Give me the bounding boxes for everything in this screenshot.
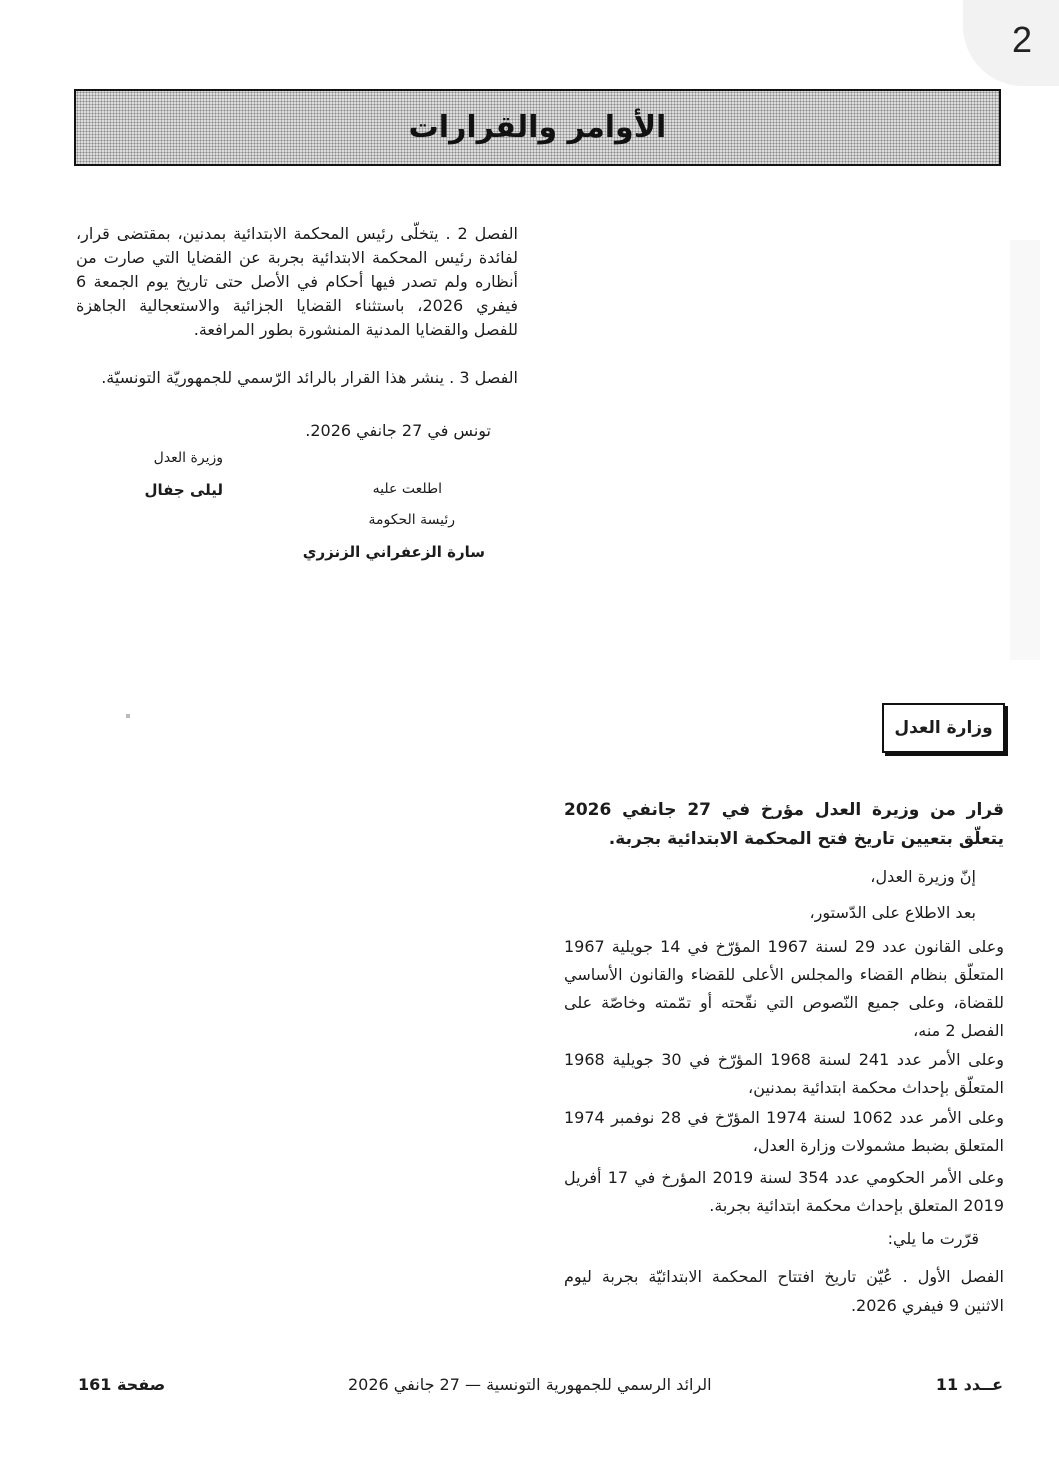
order-2019-paragraph: وعلى الأمر الحكومي عدد 354 لسنة 2019 المؤرخ في 17 أفريل 2019 المتعلق بإحداث محكمة ابتدائية بجربة. [564, 1168, 1005, 1215]
order-1974-paragraph: وعلى الأمر عدد 1062 لسنة 1974 المؤرّخ في 28 نوفمبر 1974 المتعلق بضبط مشمولات وزارة العدل، [564, 1108, 1005, 1155]
law-1967-paragraph: وعلى القانون عدد 29 لسنة 1967 المؤرّخ في 14 جويلية 1967 المتعلّق بنظام القضاء والمجلس الأعلى للقضاء والقانون الأساسي للقضاة، وعلى جميع النّصوص التي نقّحته أو تمّمته وخاصّة على الفصل 2 منه، [564, 937, 1004, 1040]
footer-gazette: الرائد الرسمي للجمهورية التونسية — 27 جانفي 2026 [348, 1375, 712, 1394]
ministry-label: وزارة العدل [894, 718, 993, 738]
footer-issue: عــدد 11 [935, 1375, 1003, 1394]
scan-artifact [126, 714, 130, 718]
place-date: تونس في 27 جانفي 2026. [305, 421, 491, 440]
seen-label: اطلعت عليه [372, 481, 442, 497]
section-header [74, 89, 1001, 166]
pm-title: رئيسة الحكومة [368, 512, 455, 528]
minister-title: وزيرة العدل [153, 450, 223, 466]
minister-name: ليلى جفال [144, 481, 223, 499]
page-number: 2 [1011, 19, 1033, 60]
decided-line: قرّرت ما يلي: [887, 1229, 979, 1248]
page-number-tab [963, 0, 1059, 86]
order-1968-paragraph: وعلى الأمر عدد 241 لسنة 1968 المؤرّخ في 30 جويلية 1968 المتعلّق بإحداث محكمة ابتدائية بمدنين، [564, 1050, 1005, 1097]
decision-title: قرار من وزيرة العدل مؤرخ في 27 جانفي 2026 يتعلّق بتعيين تاريخ فتح المحكمة الابتدائية بجربة. [564, 800, 1004, 849]
scan-artifact [1010, 240, 1040, 660]
ministry-label-box [882, 703, 1005, 753]
article-2-paragraph: الفصل 2 . يتخلّى رئيس المحكمة الابتدائية بمدنين، بمقتضى قرار، لفائدة رئيس المحكمة الابتدائية بجربة عن القضايا التي صارت من أنظاره ولم تصدر فيها أحكام في الأصل حتى تاريخ يوم الجمعة 6 فيفري 2026، باستثناء القضايا الجزائية والاستعجالية الجاهزة للفصل والقضايا المدنية المنشورة بطور المرافعة. [76, 224, 518, 339]
pm-name: سارة الزعفراني الزنزري [302, 543, 485, 561]
section-title: الأوامر والقرارات [408, 110, 667, 145]
constitution-line: بعد الاطلاع على الدّستور، [809, 903, 976, 922]
article-1-paragraph: الفصل الأول . عُيّن تاريخ افتتاح المحكمة الابتدائيّة بجربة ليوم الاثنين 9 فيفري 2026. [564, 1267, 1004, 1315]
decision-intro: إنّ وزيرة العدل، [870, 867, 976, 886]
article-3-paragraph: الفصل 3 . ينشر هذا القرار بالرائد الرّسمي للجمهوريّة التونسيّة. [101, 368, 518, 387]
footer-page: صفحة 161 [78, 1375, 166, 1394]
